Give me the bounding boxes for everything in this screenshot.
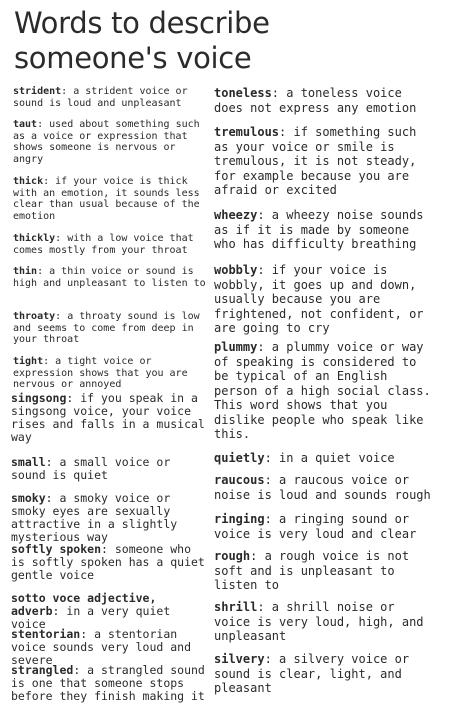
entry-definition: : a rough voice is not soft and is unpleasant to listen to <box>214 549 410 592</box>
entry-term: wheezy <box>214 208 258 222</box>
entry-definition: : if something such as your voice or smile is tremulous, it is not steady, for example because you are afraid or excited <box>214 125 417 197</box>
entry-definition: : if you speak in a singsong voice, your voice rises and falls in a musical way <box>11 391 205 444</box>
entry-taut <box>13 119 208 165</box>
entry-thick <box>13 176 208 222</box>
entry-throaty <box>13 311 208 346</box>
entry-term: thickly <box>13 233 56 244</box>
entry-rough <box>214 549 432 593</box>
entry-term: rough <box>214 549 251 563</box>
entry-definition: : with a low voice that comes mostly from your throat <box>13 233 194 256</box>
entry-term: shrill <box>214 600 258 614</box>
title-line-1: Words to describe <box>14 6 270 40</box>
entry-definition: : used about something such as a voice or expression that shows someone is nervous or angry <box>13 119 200 165</box>
entry-term: plummy <box>214 340 258 354</box>
entry-term: taut <box>13 119 38 130</box>
entry-definition: : a strangled sound is one that someone stops before they finish making it <box>11 663 205 703</box>
entry-definition: : in a quiet voice <box>264 451 395 465</box>
entry-tremulous <box>214 125 432 198</box>
entry-definition: : if your voice is wobbly, it goes up and down, usually because you are frightened, not confident, or are going to cry <box>214 263 424 335</box>
entry-strident <box>13 86 208 109</box>
entry-term: strangled <box>11 663 74 677</box>
entry-definition: : someone who is softly spoken has a quiet gentle voice <box>11 542 205 582</box>
entry-quietly <box>214 451 432 466</box>
entry-definition: : a tight voice or expression shows that you are nervous or annoyed <box>13 356 188 390</box>
entry-definition: : a plummy voice or way of speaking is considered to be typical of an English person of a high social class. This word shows that you dislike people who speak like this. <box>214 340 431 441</box>
entry-singsong <box>11 392 211 444</box>
entry-strangled <box>11 664 211 703</box>
entry-definition: : a shrill noise or voice is very loud, high, and unpleasant <box>214 600 424 643</box>
entry-term: tremulous <box>214 125 280 139</box>
entry-term: raucous <box>214 473 265 487</box>
entry-term: throaty <box>13 311 56 322</box>
entry-definition: : a smoky voice or smoky eyes are sexually attractive in a slightly mysterious way <box>11 491 178 544</box>
entry-term: thick <box>13 176 44 187</box>
entry-term: toneless <box>214 86 272 100</box>
entry-silvery <box>214 652 432 696</box>
entry-term: strident <box>13 86 62 97</box>
page-title <box>14 6 270 76</box>
entry-toneless <box>214 86 432 115</box>
entry-definition: : a thin voice or sound is high and unpleasant to listen to <box>13 266 206 289</box>
entry-definition: : a toneless voice does not express any emotion <box>214 86 417 115</box>
entry-definition: : a raucous voice or noise is loud and sounds rough <box>214 473 431 502</box>
entry-shrill <box>214 600 432 644</box>
title-line-2: someone's voice <box>14 41 252 75</box>
entry-sotto-voce <box>11 592 211 631</box>
entry-definition: : a ringing sound or voice is very loud and clear <box>214 512 417 541</box>
entry-term: thin <box>13 266 38 277</box>
entry-thickly <box>13 233 208 256</box>
entry-wheezy <box>214 208 432 252</box>
entry-wobbly <box>214 263 432 336</box>
entry-term: quietly <box>214 451 265 465</box>
entry-term: silvery <box>214 652 265 666</box>
entry-definition: : in a very quiet voice <box>11 604 171 631</box>
entry-term: sotto voce adjective, adverb <box>11 591 157 618</box>
entry-definition: : a throaty sound is low and seems to come from deep in your throat <box>13 311 200 345</box>
entry-definition: : a small voice or sound is quiet <box>11 455 171 482</box>
entry-term: softly spoken <box>11 542 102 556</box>
entry-smoky <box>11 492 211 544</box>
entry-definition: : a stentorian voice sounds very loud and severe <box>11 627 192 667</box>
entry-softly-spoken <box>11 543 211 582</box>
entry-small <box>11 456 211 482</box>
entry-definition: : if your voice is thick with an emotion, it sounds less clear than usual because of the emotion <box>13 176 200 222</box>
entry-term: singsong <box>11 391 67 405</box>
entry-definition: : a wheezy noise sounds as if it is made by someone who has difficulty breathing <box>214 208 424 251</box>
entry-term: smoky <box>11 491 46 505</box>
entry-term: ringing <box>214 512 265 526</box>
entry-thin <box>13 266 208 289</box>
entry-raucous <box>214 473 432 502</box>
entry-term: stentorian <box>11 627 81 641</box>
entry-definition: : a silvery voice or sound is clear, light, and pleasant <box>214 652 410 695</box>
entry-term: wobbly <box>214 263 258 277</box>
entry-stentorian <box>11 628 211 667</box>
entry-plummy <box>214 340 432 442</box>
entry-ringing <box>214 512 432 541</box>
entry-tight <box>13 356 208 391</box>
entry-term: small <box>11 455 46 469</box>
entry-term: tight <box>13 356 44 367</box>
entry-definition: : a strident voice or sound is loud and unpleasant <box>13 86 188 109</box>
